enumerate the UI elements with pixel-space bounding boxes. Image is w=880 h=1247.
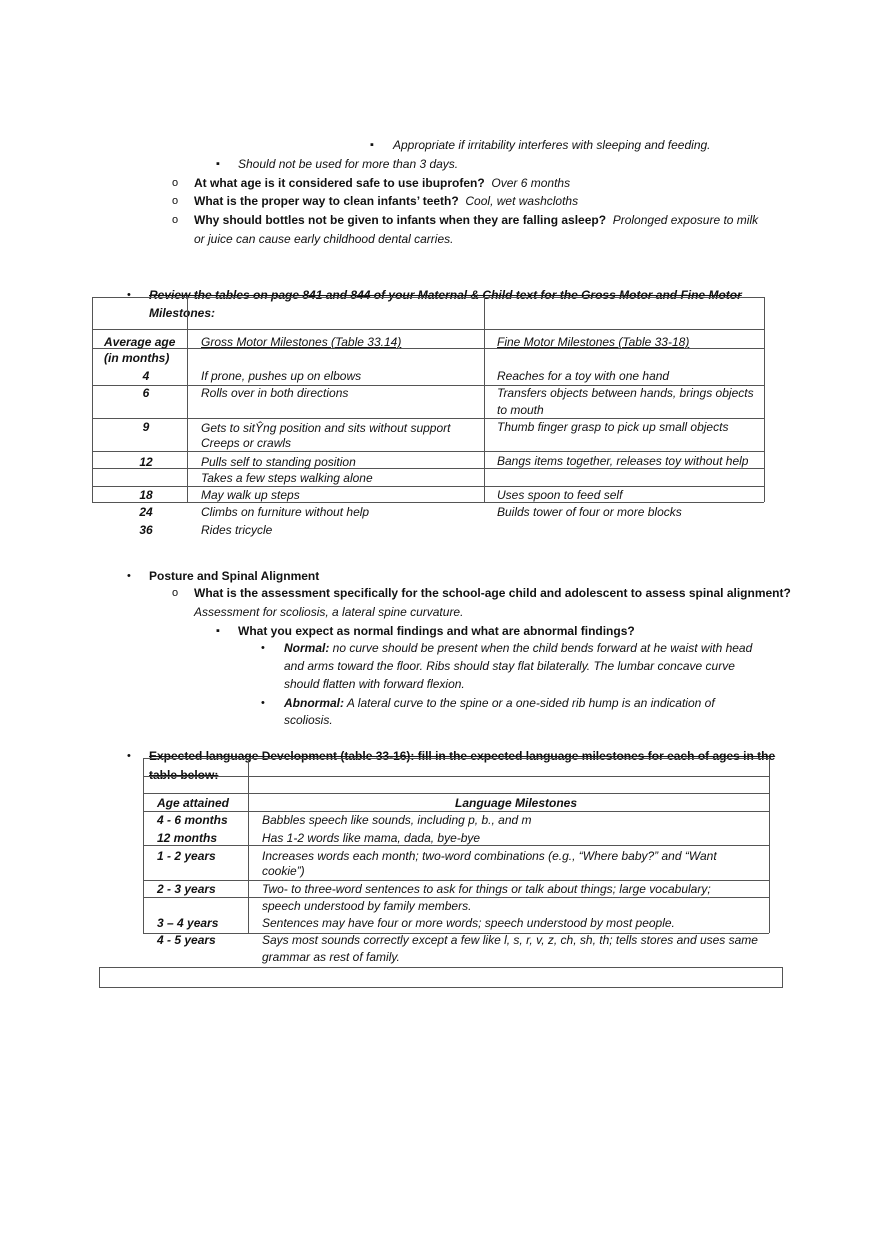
abnormal-finding — [284, 696, 715, 711]
language-intro: Expected language Development (table 33-16): fill in the expected language milestones for each of ages in the — [149, 749, 776, 763]
question-text: What is the proper way to clean infants’ teeth? — [194, 194, 459, 208]
abnormal-text: A lateral curve to the spine or a one-sided rib hump is an indication of — [344, 696, 715, 710]
bullet-icon: • — [261, 697, 265, 709]
gross-cell: Rolls over in both directions — [201, 386, 349, 400]
milestone-cell: grammar as rest of family. — [262, 950, 400, 964]
fine-cell: to mouth — [497, 403, 544, 417]
gross-cell: Rides tricycle — [201, 523, 273, 537]
milestone-cell: Babbles speech like sounds, including p, b., and m — [262, 813, 532, 827]
normal-text: no curve should be present when the child bends forward at he waist with head — [329, 641, 753, 655]
normal-text: and arms toward the floor. Ribs should stay flat bilaterally. The lumbar concave curve — [284, 659, 735, 673]
gross-cell: Takes a few steps walking alone — [201, 471, 373, 485]
milestone-cell: Says most sounds correctly except a few like l, s, r, v, z, ch, sh, th; tells stores and uses same — [262, 933, 758, 947]
fine-cell: Reaches for a toy with one hand — [497, 369, 670, 383]
answer-text: or juice can cause early childhood dental carries. — [194, 232, 454, 246]
gross-cell: Creeps or crawls — [201, 436, 292, 450]
age-cell: 2 - 3 years — [157, 882, 216, 896]
sub-bullet-text: Appropriate if irritability interferes with sleeping and feeding. — [393, 138, 711, 152]
sub-bullet-text: Should not be used for more than 3 days. — [238, 157, 459, 171]
bullet-icon: • — [127, 289, 131, 301]
age-cell: 1 - 2 years — [157, 849, 216, 863]
question-item — [194, 194, 578, 209]
circle-bullet-icon: o — [172, 195, 179, 207]
milestone-cell: Increases words each month; two-word combinations (e.g., “Where baby?” and “Want — [262, 849, 717, 863]
answer-text: Cool, wet washcloths — [465, 194, 579, 208]
bullet-icon: • — [127, 570, 131, 582]
question-text: At what age is it considered safe to use ibuprofen? — [194, 176, 485, 190]
circle-bullet-icon: o — [172, 177, 179, 189]
question-item — [194, 176, 570, 191]
motor-intro: Review the tables on page 841 and 844 of your Maternal & Child text for the Gross Motor and Fine Motor — [149, 288, 742, 302]
empty-box — [99, 967, 783, 988]
age-cell: 12 — [139, 455, 153, 469]
language-intro: table below: — [149, 768, 219, 782]
age-cell: 18 — [139, 488, 153, 502]
milestone-cell: Two- to three-word sentences to ask for things or talk about things; large vocabulary; — [262, 882, 711, 896]
circle-bullet-icon: o — [172, 587, 179, 599]
square-bullet-icon: ▪ — [216, 625, 220, 637]
fine-cell: Uses spoon to feed self — [497, 488, 623, 502]
age-cell: 36 — [139, 523, 153, 537]
age-cell: 4 — [142, 369, 150, 383]
gross-cell: Gets to sitŶng position and sits without support — [201, 421, 451, 435]
normal-finding — [284, 641, 752, 656]
answer-text: Assessment for scoliosis, a lateral spine curvature. — [194, 605, 464, 619]
fine-cell: Transfers objects between hands, brings objects — [497, 386, 754, 400]
question-text: What is the assessment specifically for the school-age child and adolescent to assess spinal alignment? — [194, 586, 791, 600]
question-text: What you expect as normal findings and what are abnormal findings? — [238, 624, 635, 638]
fine-cell: Bangs items together, releases toy without help — [497, 454, 749, 468]
column-header: Average age — [104, 335, 176, 349]
gross-cell: Climbs on furniture without help — [201, 505, 370, 519]
age-cell: 9 — [142, 420, 150, 434]
circle-bullet-icon: o — [172, 214, 179, 226]
milestone-cell: cookie”) — [262, 864, 305, 878]
abnormal-label: Abnormal: — [284, 696, 344, 710]
normal-label: Normal: — [284, 641, 330, 655]
age-cell: 4 - 6 months — [157, 813, 228, 827]
answer-text: Prolonged exposure to milk — [612, 213, 759, 227]
gross-cell: Pulls self to standing position — [201, 455, 356, 469]
gross-cell: May walk up steps — [201, 488, 300, 502]
column-header: Language Milestones — [454, 796, 578, 810]
bullet-icon: • — [261, 642, 265, 654]
age-cell: 12 months — [157, 831, 218, 845]
square-bullet-icon: ▪ — [216, 158, 220, 170]
column-header: Gross Motor Milestones (Table 33.14) — [201, 335, 402, 349]
age-cell: 24 — [139, 505, 153, 519]
column-header: Fine Motor Milestones (Table 33-18) — [497, 335, 690, 349]
question-item — [194, 213, 758, 228]
column-header: (in months) — [104, 351, 170, 365]
fine-cell: Thumb finger grasp to pick up small objects — [497, 420, 729, 434]
milestone-cell: speech understood by family members. — [262, 899, 472, 913]
posture-title: Posture and Spinal Alignment — [149, 569, 320, 583]
column-header: Age attained — [157, 796, 230, 810]
milestone-cell: Sentences may have four or more words; speech understood by most people. — [262, 916, 675, 930]
bullet-icon: • — [127, 750, 131, 762]
motor-intro: Milestones: — [149, 306, 216, 320]
milestone-cell: Has 1-2 words like mama, dada, bye-bye — [262, 831, 481, 845]
normal-text: should flatten with forward flexion. — [284, 677, 465, 691]
age-cell: 6 — [142, 386, 150, 400]
square-bullet-icon: ▪ — [370, 139, 374, 151]
age-cell: 4 - 5 years — [157, 933, 216, 947]
age-cell: 3 – 4 years — [157, 916, 219, 930]
abnormal-text: scoliosis. — [284, 713, 333, 727]
question-text: Why should bottles not be given to infants when they are falling asleep? — [194, 213, 607, 227]
gross-cell: If prone, pushes up on elbows — [201, 369, 362, 383]
fine-cell: Builds tower of four or more blocks — [497, 505, 682, 519]
answer-text: Over 6 months — [491, 176, 571, 190]
